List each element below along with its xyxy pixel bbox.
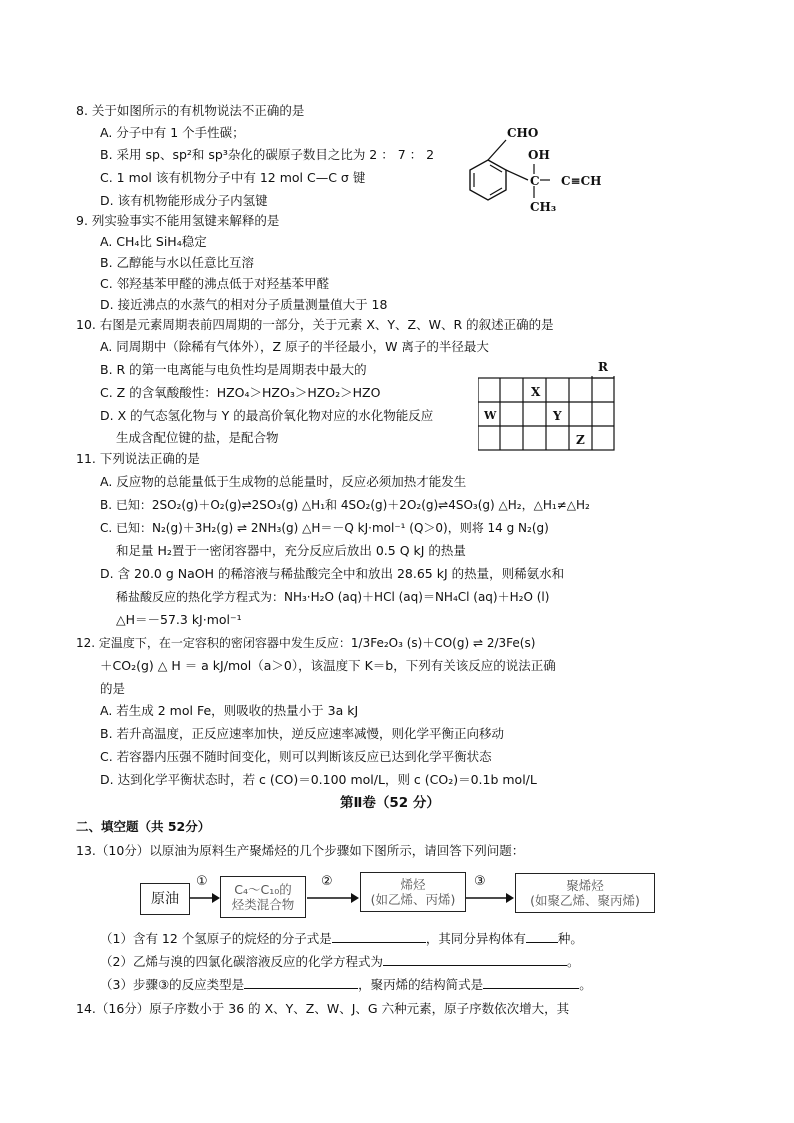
section-heading: 二、填空题（共 52分）: [76, 819, 211, 834]
flow-box-crude-oil-label: 原油: [151, 890, 179, 907]
flow-box-polyolefins-line2: (如聚乙烯、聚丙烯): [530, 893, 640, 908]
q11-option-c-line1: C. 已知：N₂(g)＋3H₂(g) ⇌ 2NH₃(g) △H＝－Q kJ·mol⁻¹ (Q＞0)，则将 14 g N₂(g): [100, 521, 549, 535]
flow-arrow-3: [466, 892, 514, 904]
cell-x: X: [531, 385, 541, 399]
q12-stem-line2: ＋CO₂(g) △ H ＝ a kJ/mol（a＞0），该温度下 K＝b，下列有关该反应的说法正确: [100, 658, 556, 673]
q9-option-b: B. 乙醇能与水以任意比互溶: [100, 255, 255, 270]
chiral-carbon-label: C: [530, 174, 540, 188]
q9-option-d: D. 接近沸点的水蒸气的相对分子质量测量值大于 18: [100, 297, 388, 312]
answer-blank-reaction-type[interactable]: [244, 976, 358, 989]
q13-sub3: [100, 976, 592, 994]
cell-z: Z: [576, 433, 585, 447]
q11-option-d-line2: 稀盐酸反应的热化学方程式为：NH₃·H₂O (aq)＋HCl (aq)＝NH₄Cl (aq)＋H₂O (l): [116, 590, 550, 604]
flow-box-hydrocarbons-line1: C₄～C₁₀的: [234, 882, 292, 897]
cell-w: W: [484, 409, 497, 422]
q11-option-d-line1: D. 含 20.0 g NaOH 的稀溶液与稀盐酸完全中和放出 28.65 kJ 的热量，则稀氨水和: [100, 566, 565, 581]
answer-blank-structure[interactable]: [483, 976, 579, 989]
q12-stem-line1: 12. 定温度下，在一定容积的密闭容器中发生反应：1/3Fe₂O₃ (s)＋CO(g) ⇌ 2/3Fe(s): [76, 636, 536, 650]
cho-label: CHO: [507, 126, 539, 140]
q12-option-d: D. 达到化学平衡状态时，若 c (CO)＝0.100 mol/L，则 c (CO₂)＝0.1b mol/L: [100, 772, 537, 787]
q13-sub2-text-b: 。: [566, 954, 580, 969]
q12-option-a: A. 若生成 2 mol Fe，则吸收的热量小于 3a kJ: [100, 703, 359, 718]
answer-blank-isomer-count[interactable]: [526, 930, 558, 943]
q11-option-b: B. 已知：2SO₂(g)＋O₂(g)⇌2SO₃(g) △H₁和 4SO₂(g)＋2O₂(g)⇌4SO₃(g) △H₂，△H₁≠△H₂: [100, 498, 590, 512]
q13-sub1-text-c: 种。: [557, 931, 583, 946]
flow-box-polyolefins-line1: 聚烯烃: [566, 878, 604, 893]
q11-option-d-line3: △H＝－57.3 kJ·mol⁻¹: [116, 612, 242, 627]
q13-sub2-text-a: （2）乙烯与溴的四氯化碳溶液反应的化学方程式为: [100, 954, 383, 969]
flow-step-1: ①: [196, 874, 208, 889]
q8-option-d: D. 该有机物能形成分子内氢键: [100, 193, 268, 208]
flow-box-alkenes-line2: (如乙烯、丙烯): [370, 892, 456, 907]
q13-sub3-text-a: （3）步骤③的反应类型是: [100, 977, 245, 992]
q12-option-b: B. 若升高温度，正反应速率加快，逆反应速率减慢，则化学平衡正向移动: [100, 726, 505, 741]
q13-sub3-text-c: 。: [579, 977, 592, 992]
flow-arrow-1: [190, 892, 220, 904]
q8-option-a: A. 分子中有 1 个手性碳；: [100, 125, 245, 140]
flow-box-alkenes: [360, 872, 466, 912]
q12-option-c: C. 若容器内压强不随时间变化，则可以判断该反应已达到化学平衡状态: [100, 749, 492, 764]
flow-box-hydrocarbons-line2: 烃类混合物: [231, 897, 295, 912]
answer-blank-formula[interactable]: [332, 930, 426, 943]
alkyne-label: C≡CH: [561, 174, 602, 188]
q13-stem: 13.（10分）以原油为原料生产聚烯烃的几个步骤如下图所示，请回答下列问题：: [76, 843, 525, 858]
oh-label: OH: [528, 148, 550, 162]
q13-sub2: [100, 953, 579, 971]
periodic-table-fragment: [478, 376, 618, 476]
methyl-label: CH₃: [530, 200, 557, 214]
q10-stem: 10. 右图是元素周期表前四周期的一部分，关于元素 X、Y、Z、W、R 的叙述正确的是: [76, 317, 554, 332]
flow-step-2: ②: [321, 874, 333, 889]
q8-option-c: C. 1 mol 该有机物分子中有 12 mol C—C σ 键: [100, 170, 366, 185]
q10-option-b: B. R 的第一电离能与电负性均是周期表中最大的: [100, 362, 367, 377]
q12-stem-line3: 的是: [100, 681, 126, 696]
q13-sub1-text-b: ，其同分异构体有: [425, 931, 526, 946]
q10-option-d-line2: 生成含配位键的盐，是配合物: [116, 430, 279, 445]
q9-stem: 9. 列实验事实不能用氢键来解释的是: [76, 213, 280, 228]
flow-box-alkenes-line1: 烯烃: [400, 877, 426, 892]
q11-option-a: A. 反应物的总能量低于生成物的总能量时，反应必须加热才能发生: [100, 474, 467, 489]
q10-option-d-line1: D. X 的气态氢化物与 Y 的最高价氧化物对应的水化物能反应: [100, 408, 434, 423]
flow-box-hydrocarbons: [220, 876, 306, 918]
flow-step-3: ③: [474, 874, 486, 889]
flow-arrow-2: [307, 892, 359, 904]
q8-stem: 8. 关于如图所示的有机物说法不正确的是: [76, 103, 305, 118]
q13-sub1: [100, 930, 583, 948]
q13-sub3-text-b: ，聚丙烯的结构简式是: [358, 977, 484, 992]
flow-box-crude-oil: [140, 883, 190, 915]
q9-option-a: A. CH₄比 SiH₄稳定: [100, 234, 207, 249]
q10-option-a: A. 同周期中（除稀有气体外），Z 原子的半径最小，W 离子的半径最大: [100, 339, 489, 354]
q9-option-c: C. 邻羟基苯甲醛的沸点低于对羟基苯甲醛: [100, 276, 330, 291]
cell-r: R: [598, 360, 608, 374]
q8-option-b: B. 采用 sp、sp²和 sp³杂化的碳原子数目之比为 2 ： 7 ： 2: [100, 147, 435, 162]
q10-option-c: C. Z 的含氧酸酸性：HZO₄＞HZO₃＞HZO₂＞HZO: [100, 385, 381, 400]
benzene-ring: [470, 160, 506, 200]
section-title: 第Ⅱ卷（52 分）: [340, 795, 440, 811]
q11-option-c-line2: 和足量 H₂置于一密闭容器中，充分反应后放出 0.5 Q kJ 的热量: [116, 543, 466, 558]
answer-blank-equation[interactable]: [383, 953, 567, 966]
q14-stem: 14.（16分）原子序数小于 36 的 X、Y、Z、W、J、G 六种元素，原子序数依次增大，其: [76, 1001, 570, 1016]
q11-stem: 11. 下列说法正确的是: [76, 451, 200, 466]
q13-sub1-text-a: （1）含有 12 个氢原子的烷烃的分子式是: [100, 931, 332, 946]
cell-y: Y: [553, 409, 562, 423]
flow-box-polyolefins: [515, 873, 655, 913]
